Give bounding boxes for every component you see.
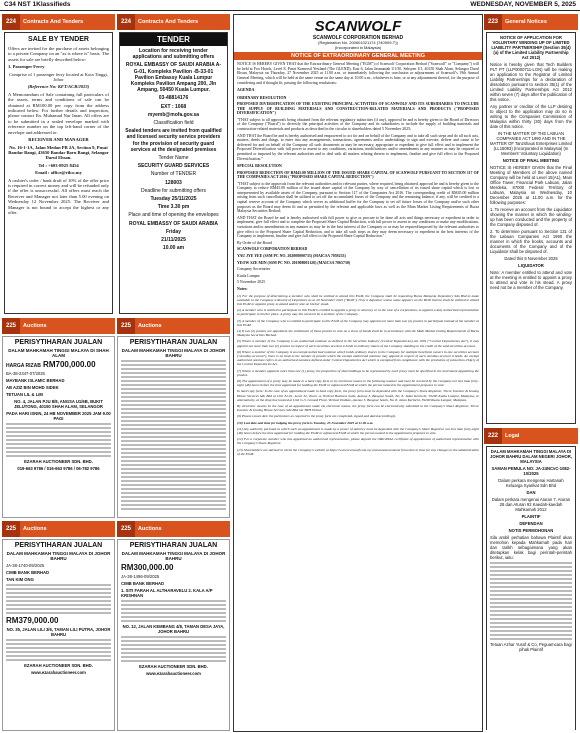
- general-final: NOTICE OF FINAL MEETING: [502, 158, 560, 163]
- legal-defendant: DEFENDAN: [519, 521, 543, 526]
- auction-4-text-lines-2: [121, 636, 226, 662]
- scanwolf-order-co: SCANWOLF CORPORATION BERHAD: [237, 247, 308, 252]
- section-label: Auctions: [23, 323, 47, 329]
- general-title: NOTICE OF APPLICATION FOR VOLUNTARY WINDING UP OF LIMITED LIABILITY PARTNERSHIP (Section 35(4)(a) of the Limited Liability Partnership Act 2012): [491, 35, 571, 60]
- auction-3-case-no: JA-38-1740-09/2025: [6, 563, 45, 568]
- general-body2: Any partner or creditor of the LLP desiring to object to the application may do so in writing to the Companies Commission of Malaysia within thirty (30) days from the date of this notice.: [490, 104, 572, 129]
- auction-4-website: www.ezarahauctioneer.com: [146, 671, 201, 676]
- sale-item: 1. Passenger Ferry: [8, 64, 45, 70]
- auction-1-case-no: BA-38-2347-07/2025: [6, 371, 45, 376]
- section-tab-auctions: [2, 318, 115, 334]
- tender-title: TENDER: [120, 33, 227, 46]
- legal-notis: NOTIS PERMOHONAN: [508, 528, 554, 533]
- scanwolf-ord: ORDINARY RESOLUTION: [237, 94, 287, 100]
- section-label: General Notices: [505, 19, 547, 25]
- scanwolf-note-8: (8) The appointment of a proxy may be made in a hard copy form or by electronic means in the following manner and must be received by the Company not less than forty-eight (48) hours before the time appointed for holding the EGM or adjourned EGM at which the person named in the appointment proposes to vote:: [237, 379, 479, 388]
- legal-applicant: Dalam perkara mengenai Aturan 7, Aturan 28 dan Aturan 92 Kaedah-kaedah Mahkamah 2012: [491, 497, 571, 512]
- legal-sign: Tetuan Azhar Yusof & Co, Peguamcara bagi pihak Plaintif: [490, 642, 572, 652]
- scanwolf-note-6: (6) Where a member of the Company is an exempt authorised nominee which holds ordinary shares in the Company for multiple beneficial owners in one securities account ("omnibus account"), there is no limit to the number of proxies which the exempt authorised nominee may appoint in respect of each omnibus account it holds. An exempt authorised nominee refers to an authorised nominee defined under Central Depositories Act which is exempted from compliance with the provisions of subsection 25A(1) of the Central Depositories Act.: [237, 349, 479, 367]
- auction-1-venue: PADA HARI ISNIN, 24 HB NOVEMBER 2025 JAM 9.00 PAGI: [6, 411, 111, 421]
- section-number: 225: [2, 318, 20, 334]
- legal-saman: SAMAN PEMULA NO: JA-24NCvC-1082-10/2025: [491, 466, 571, 476]
- tender-column: [117, 14, 230, 314]
- auction-1-defendant: AB AZIZ BIN MOHD SIDEK: [6, 385, 59, 390]
- auction-1-auctioneer: EZARAH AUCTIONEER SDN. BHD.: [24, 459, 93, 464]
- auction-4-title: PERISYTIHARAN JUALAN: [129, 542, 218, 549]
- general-final-body: NOTICE IS HEREBY GIVEN that the Final Meeting of Members of the above named Company will be held at Level 15(A1), Main Office Tower, Financial Park Labuan, Jalan Merdeka, 87000 Federal Territory of Labuan, Malaysia on Wednesday, 10 December 2025 at 11.00 a.m. for the following purposes:: [490, 165, 572, 205]
- general-body: Notice is hereby given that Tech Builders PLT PT (LLP0000711-LGN) will be making an application to the Registrar of Limited Liability Partnerships for a declaration of dissolution pursuant to section 35(1) of the Limited Liability Partnerships Act 2012 within seven (7) days after the publication of this notice.: [490, 62, 572, 102]
- sale-title: SALE BY TENDER: [28, 36, 89, 43]
- general-purpose-2: 2. To determine pursuant to Section 131 of the Labuan Companies Act 1990 the manner in which the books, accounts and documents of the Company and of the Liquidator shall be disposed of.: [490, 229, 572, 254]
- scanwolf-spec: SPECIAL RESOLUTION: [237, 163, 282, 169]
- section-tab-auctions-2: [117, 318, 230, 334]
- auction-4-court: DALAM MAHKAMAH TINGGI MALAYA DI JOHOR BAHRU: [121, 551, 226, 561]
- auction-3-auctioneer: EZARAH AUCTIONEER SDN. BHD.: [24, 663, 93, 668]
- sale-ref: (Reference No: KFT/ACR/2023): [27, 84, 90, 90]
- scanwolf-note-7: (7) Where a member appoints more than one (1) proxy, the proportion of shareholdings to be represented by each proxy must be specified in the instrument appointing the proxies.: [237, 368, 479, 377]
- scanwolf-spec-title: PROPOSED REDUCTION OF RM45.00 MILLION OF THE ISSUED SHARE CAPITAL OF SCANWOLF PURSUANT TO SECTION 117 OF THE COMPANIES ACT 2016 ("PROPOSED SHARE CAPITAL REDUCTION"): [237, 170, 479, 180]
- scanwolf-note-5: (5) Where a member of the Company is an authorised nominee as defined in the Securities Industry (Central Depositories) Act 1991 ("Central Depositories Act"), it may appoint not more than two (2) proxies in respect of each securities account it holds in ordinary shares of the Company standing to the credit of the said securities account.: [237, 339, 479, 348]
- scanwolf-date: 5 November 2025: [237, 280, 266, 285]
- tender-open-day: Friday: [165, 228, 181, 235]
- auction-1-court: DALAM MAHKAMAH TINGGI MALAYA DI SHAH ALAM: [8, 348, 109, 358]
- scanwolf-inc: (Incorporated in Malaysia): [334, 44, 382, 50]
- auction-notice-2: [117, 336, 230, 518]
- section-number: 225: [117, 521, 135, 537]
- auction-notice-4: [117, 539, 230, 731]
- auction-1-price: RM700,000.00: [43, 360, 96, 369]
- scanwolf-ord-title: PROPOSED DIVERSIFICATION OF THE EXISTING PRINCIPAL ACTIVITIES OF SCANWOLF AND ITS SUBSIDIARIES TO INCLUDE THE SUPPLY OF BUILDING MATERIALS AND CONSTRUCTION-RELATED MATERIALS AND PRODUCTS ("PROPOSED DIVERSIFICATION"): [237, 101, 479, 116]
- sale-cheque: A cashier's order / bank draft of 10% of the offer price is required in correct money and will be refunded only if the offer is unsuccessful. All offers must reach the Receiver and Manager not later than 5.00 evening on Wednesday 12 November 2025. The Receiver and Manager is not bound to accept the highest or any offer.: [8, 177, 109, 215]
- scanwolf-spec-body2: AND THAT the Board be and is hereby authorised with full power to give or procure to be done all acts and things necessary or expedient in order to implement, give full effect and to complete the Proposed Share Capital Reduction, with full power to assent to any conditions or make any modifications, variations and/or amendments in any manner as may be in the best interest of the Company or as may be required/imposed by the relevant authorities to give effect to the Proposed Share Capital Reduction, and to take all such steps as they may deem necessary or expedient in the best interests of the Company to implement, finalise and give full effect to the Proposed Share Capital Reduction.": [237, 215, 479, 239]
- legal-text-lines: [490, 562, 572, 640]
- auction-3-defendant: TAN KIM ONG: [6, 577, 34, 582]
- sale-rm-title: RECEIVER AND MANAGER: [28, 137, 89, 143]
- scanwolf-agenda: AGENDA: [237, 87, 255, 93]
- auction-notice-3: [2, 539, 115, 731]
- tender-deadline-day: Tuesday 25/11/2025: [150, 196, 197, 203]
- tender-notice: [119, 32, 228, 314]
- legal-court: DALAM MAHKAMAH TINGGI MALAYA DI JOHOR BAHRU DALAM NEGERI JOHOR, MALAYSIA: [490, 449, 572, 464]
- tender-classification: Classification field: [153, 120, 194, 127]
- auction-3-website: www.ezarahauctioneer.com: [31, 670, 86, 675]
- sale-tel: Tel : +603-8925 8454: [38, 162, 79, 168]
- tender-invite: Sealed tenders are invited from qualified and licensed security service providers for the provision of security guard services at the designated premises: [125, 128, 222, 153]
- scanwolf-notes: Notes:: [237, 286, 248, 291]
- sale-item-desc: Comprise of 1 passenger ferry located at Kota Tinggi, Johor: [9, 71, 108, 83]
- sale-notice: [4, 32, 113, 314]
- auction-4-text-lines: [121, 600, 226, 622]
- scanwolf-note-8a: In hard copy form: In the case of an appointment made in hard copy form, the proxy form must be deposited with the Company's Share Registrar, Tricor Investor & Issuing House Services Sdn Bhd at Unit 32-01, Level 32, Tower A, Vertical Business Suite, Avenue 3, Bangsar South, No. 8, Jalan Kerinchi, 59200 Kuala Lumpur, Malaysia, or alternatively, at the drop box located at Unit G-3, Ground Floor, Vertical Podium, Avenue 3, Bangsar South, No. 8, Jalan Kerinchi, 59200 Kuala Lumpur, Malaysia.: [237, 389, 479, 402]
- scanwolf-logo-text: SCANWOLF: [314, 18, 402, 35]
- section-number: 225: [117, 318, 135, 334]
- general-dated: Dated this 5 November 2025: [504, 256, 558, 261]
- sale-memo: A Memorandum of Sale containing full particulars of the assets, terms and conditions of sale can be obtained at RM100.00 per copy from the address indicated below. For further details and inspection, please contact En. Muhamad Nur Iman. All offers are to be submitted in a sealed envelope marked with reference number on the top left-hand corner of the envelope and addressed to:: [8, 91, 109, 135]
- scanwolf-sec-role: Company Secretaries: [237, 267, 271, 272]
- section-label: Auctions: [138, 526, 162, 532]
- auction-2-text-lines: [121, 360, 226, 510]
- tender-name: SECURITY GUARD SERVICES: [137, 163, 210, 170]
- scanwolf-ord-body: "THAT subject to all approvals being obtained from the relevant regulatory authorities (if any), approval be and is hereby given to the Board of Directors of the Company ("Board") to diversify the principal activities of the Company and its subsidiaries to include the supply of building materials and construction-related materials and products as described in the circular to shareholders dated 5 November 2025;: [237, 117, 479, 131]
- tender-open-date: 21/11/2025: [161, 237, 186, 244]
- legal-and: DAN: [526, 490, 536, 495]
- tender-open-time: 10.00 am: [162, 245, 185, 252]
- scanwolf-para1: NOTICE IS HEREBY GIVEN THAT that the Extraordinary General Meeting ("EGM") of Scanwolf Corporation Berhad ("Scanwolf" or "Company") will be held at Fox Hotels, Level 8, Pusat Komersil Yestland (The GLEND), East 6, Jalan Jasmaniah U1/30, Seksyen U1, 40150 Shah Alam, Selangor Darul Ehsan, Malaysia on Thursday, 27 November 2025 at 11.00 a.m. or immediately following the conclusion or adjournment of Scanwolf's 19th Annual General Meeting, which will be held at the same venue on the same day at 10.00 a.m., whichever is later, or at any adjournment thereof, for the purpose of considering and if thought fit, passing the following resolutions:: [237, 62, 479, 85]
- scanwolf-logo: [234, 18, 482, 35]
- auction-3-title: PERISYTIHARAN JUALAN: [14, 542, 103, 549]
- scanwolf-note-2: (2) A member who is entitled to participate in this EGM is entitled to appoint a proxy or attorney or in the case of a corporation, to appoint a duly authorised representative to participate in his/her place. A proxy may but need not be a member of the Company.: [237, 308, 479, 317]
- section-tab-contracts-2: [117, 14, 230, 30]
- general-liquidator: LIQUIDATOR: [518, 263, 544, 268]
- auction-3-address: NO. 35, JALAN LILI 3/6, TAMAN LILI PUTRA, JOHOR BAHRU: [6, 627, 111, 637]
- scanwolf-note-3: (3) A member of the Company who is entitled to participate in this EGM of the Company may appoint not more than two (2) proxies to participate instead of the member at this EGM.: [237, 318, 479, 327]
- auction-4-case-no: JA-38-1496-09/2025: [121, 574, 160, 579]
- auction-4-defendant: 1. SITI FARAH AL ALTHARAVELU 2. KALA A/P KRISHNAN: [121, 588, 213, 598]
- scanwolf-reg: (Registration No. 200601021174 (740909-T)): [318, 40, 398, 46]
- tender-deadline-time: Time 3.30 pm: [157, 204, 190, 211]
- section-number: 224: [117, 14, 135, 30]
- auction-1-text-lines: [6, 423, 111, 457]
- scanwolf-note-13: (13) Shareholders are advised to check the Company's website at https://www.scanwolf.com.my and announcements from time to time for any changes to the administration of the EGM.: [237, 447, 479, 456]
- tender-ext: EXT : 1068: [160, 103, 187, 110]
- scanwolf-bar: NOTICE OF EXTRAORDINARY GENERAL MEETING: [234, 52, 482, 60]
- sale-rm-address: No. 16-1-1A, Jalan Medan PB 2A, Section 9, Pusat Bandar Bangi, 43650 Bandar Baru Bangi, Selangor Darul Ehsan.: [8, 144, 109, 161]
- tender-tel: 03-48814176: [158, 95, 189, 102]
- section-number: 225: [2, 521, 20, 537]
- auction-1-address: NO. 4, JALAN PJU 8/8, ANGSA U1/6B, BUKIT JELUTONG, 40150 SHAH ALAM, SELANGOR: [14, 399, 103, 409]
- scanwolf-note-11: (11) Any authority pursuant to which such an appointment is made by a power of attorney must be deposited with the Company's Share Registrar not less than forty-eight (48) hours before the time appointed for holding the EGM or adjourned EGM at which the person named in the appointment proposes to vote.: [237, 426, 479, 436]
- scanwolf-secretary-2: YEOW SZE MIN (SSM PC NO. 201908003120) (MAICSA 7065730): [237, 260, 351, 265]
- auction-1-price-label: HARGA RIZAB: [6, 363, 41, 369]
- tender-email: myemb@mofa.gov.sa: [147, 111, 200, 118]
- section-tab-auctions-3: [2, 521, 115, 537]
- section-number: 223: [484, 14, 502, 30]
- scanwolf-ord-body2: AND THAT the Board be and is hereby authorised and empowered to act for and on behalf of the Company and to take all such steps and do all such acts, matters, deeds and things, to enter into any arrangements, transactions, agreements and/or undertakings to sign and execute, deliver and cause to be delivered for and on behalf of the Company all such documents as may be necessary, appropriate or expedient to give full effect and to implement the Proposed Diversification with full power to assent to any conditions, variations, modifications and/or amendments in any manner as may be required or permitted or imposed by the relevant authorities and to deal with all matters relating thereto to implement, finalise and give full effect to the Proposed Diversification.": [237, 133, 479, 161]
- section-label: Legal: [505, 433, 520, 439]
- page-header-left: C34 NST 1Klassifieds: [4, 1, 71, 8]
- section-number: 222: [484, 428, 502, 444]
- auction-4-address: NO. 12, JALAN KEMBANG 4/8, TAMAN DESA JAYA, JOHOR BAHRU: [122, 624, 225, 634]
- section-label: Auctions: [138, 323, 162, 329]
- legal-body: Sila ambil perhatian bahawa Plaintif akan memohon kepada Mahkamah pada hari dan tarikh sebagaimana yang akan ditetapkan kelak bagi perintah-perintah berikut, iaitu:: [490, 535, 572, 560]
- tender-deadline-label: Deadline for submitting offers: [141, 187, 206, 194]
- tender-place-label: Place and time of opening the envelopes: [128, 212, 219, 219]
- tender-name-label: Tender Name: [158, 155, 189, 162]
- auction-1-bank: MAYBANK ISLAMIC BERHAD: [6, 378, 65, 383]
- legal-notice: [486, 446, 576, 730]
- scanwolf-note-1: (1) For the purpose of determining a member who shall be entitled to attend this EGM, the Company shall be requesting Bursa Malaysia Depository Sdn Bhd to make available to the Company a Record of Depositors as at 20 November 2025 ("ROD"). Only a depositor whose name appears on the ROD thereto shall be entitled to attend this EGM or appoint proxy to attend and/or vote on his/her stead.: [237, 293, 479, 306]
- section-tab-contracts: [2, 14, 115, 30]
- scanwolf-note-4: (4) If two (2) proxies are appointed, the entitlement of those proxies to vote on a show of hands shall be in accordance with the Main Market Listing Requirements of Bursa Malaysia Securities Berhad.: [237, 329, 479, 338]
- auction-1-title: PERISYTIHARAN JUALAN: [14, 339, 103, 346]
- sale-email: Email : office@rilco.my: [35, 170, 82, 176]
- legal-parties: Dalam perkara mengenai Hartanah Keluarga Syarikat Sdn Bhd: [498, 478, 564, 488]
- auction-3-price: RM379,000.00: [6, 616, 59, 625]
- page-header: [0, 0, 580, 11]
- general-notice: [486, 32, 576, 424]
- auction-3-text-lines: [6, 584, 111, 614]
- auction-4-price: RM300,000.00: [121, 563, 174, 572]
- scanwolf-note-10: (10) Last date and time for lodging the proxy form is Tuesday, 25 November 2025 at 11.00 a.m.: [237, 420, 374, 425]
- tender-place: ROYAL EMBASSY OF SAUDI ARABIA: [129, 220, 218, 227]
- auction-3-text-lines-2: [6, 639, 111, 661]
- section-number: 224: [2, 14, 20, 30]
- section-label: Contracts And Tenders: [23, 19, 84, 25]
- scanwolf-order: By Order of the Board: [237, 240, 273, 245]
- auction-tabs-row-1: [2, 318, 230, 334]
- scanwolf-secretary-1: YAU JYE YEE (SSM PC NO. 202008000733) (MAICSA 7059233): [237, 254, 346, 259]
- sale-by-tender-column: [2, 14, 115, 314]
- scanwolf-place: Kuala Lumpur: [237, 273, 260, 278]
- auction-tabs-row-2: [2, 521, 230, 537]
- general-court: IN THE MATTER OF THE LABUAN COMPANIES ACT 1990 AND IN THE MATTER OF Tanzshaus Enterprises Limited (LL15093) (Incorporated in Malaysia) (In Members' Voluntary Liquidation): [490, 131, 572, 156]
- scanwolf-note-8b: By electronic means: In the case of an appointment made via electronic means, the proxy form can be electronically submitted to the Company's Share Registrar, Tricor Investor & Issuing House Services Sdn Bhd via TIIH Online.: [237, 404, 479, 413]
- section-tab-legal: [484, 428, 578, 444]
- auction-1-phone: 019-663 9786 / 016-663 9786 / 06-782 9786: [17, 466, 100, 471]
- section-tab-auctions-4: [117, 521, 230, 537]
- scanwolf-note-12: (12) For a corporate member who has appointed an authorised representative, please deposit the ORIGINAL certificate of appointment of authorised representative with the Company's Share Registrar.: [237, 437, 479, 446]
- tender-number-label: Number of TENDER: [150, 171, 197, 178]
- auction-2-court: DALAM MAHKAMAH TINGGI MALAYA DI JOHOR BAHRU: [121, 348, 226, 358]
- auction-2-title: PERISYTIHARAN JUALAN: [129, 339, 218, 346]
- auction-3-court: DALAM MAHKAMAH TINGGI MALAYA DI JOHOR BAHRU: [6, 551, 111, 561]
- tender-location: Location for receiving tender applications and submitting offers: [132, 48, 215, 61]
- section-label: Contracts And Tenders: [138, 19, 199, 25]
- scanwolf-spec-body: "THAT subject to the approvals from the relevant authorities and/or relevant parties, where required, being obtained, approval be and is hereby given to the Company to reduce RM45.00 million of the issued share capital of the Company by way of cancellation of its issued share capital which is lost or unrepresented by available assets of the Company, pursuant to Section 117 of the Companies Act 2016. The corresponding credit of RM45.00 million arising from such cancellation shall be utilised to set off the accumulated losses of the Company and the remaining balance, if any, will be credited to a capital reserve account of the Company which serves as additional buffer for the Company to set off future losses of the Company and/or such other purposes as the Board may deem fit and as permitted by the relevant and applicable laws as well as the Main Market Listing Requirements of Bursa Malaysia Securities Berhad;: [237, 181, 479, 214]
- tender-number: 128003: [165, 179, 182, 186]
- general-purpose-1: 1. To receive an account from the Liquidator showing the manner in which the winding-up has been conducted and the property of the Company disposed of.: [490, 207, 572, 227]
- auction-4-bank: CIMB BANK BERHAD: [121, 581, 165, 586]
- auction-3-bank: CIMB BANK BERHAD: [6, 570, 50, 575]
- scanwolf-note-9: (9) Please ensure ALL the particulars as required in the proxy form are completed, signed and dated accordingly.: [237, 414, 396, 419]
- auction-4-auctioneer: EZARAH AUCTIONEER SDN. BHD.: [139, 664, 208, 669]
- scanwolf-egm-notice: [233, 14, 483, 732]
- general-notices-column: [484, 14, 578, 730]
- section-label: Auctions: [23, 526, 47, 532]
- scanwolf-company: SCANWOLF CORPORATION BERHAD: [312, 35, 404, 41]
- page-header-date: WEDNESDAY, NOVEMBER 5, 2025: [470, 1, 576, 8]
- auction-1-lawyer: TETUAN LIL & LIM: [6, 392, 43, 397]
- sale-intro: Offers are invited for the purchase of assets belonging to a private Company on an "as is where is" basis. The assets for sale are briefly described below:: [8, 46, 109, 62]
- section-tab-general: [484, 14, 578, 30]
- tender-embassy: ROYAL EMBASSY OF SAUDI ARABIA A-G-01, Kompleks Pavilion -B-33-01 Pavilion Embassy Kuala Lumpur Kompleks Pavilion Ampang 200, Jln Ampang, 50450 Kuala Lumpur.: [125, 62, 222, 94]
- legal-plaintiff: PLAINTIF: [521, 514, 541, 519]
- auction-notice-1: [2, 336, 115, 518]
- general-proxy-note: Note: A member entitled to attend and vote at the meeting is entitled to appoint a proxy to attend and vote in his stead. A proxy need not be a member of the Company.: [490, 270, 572, 290]
